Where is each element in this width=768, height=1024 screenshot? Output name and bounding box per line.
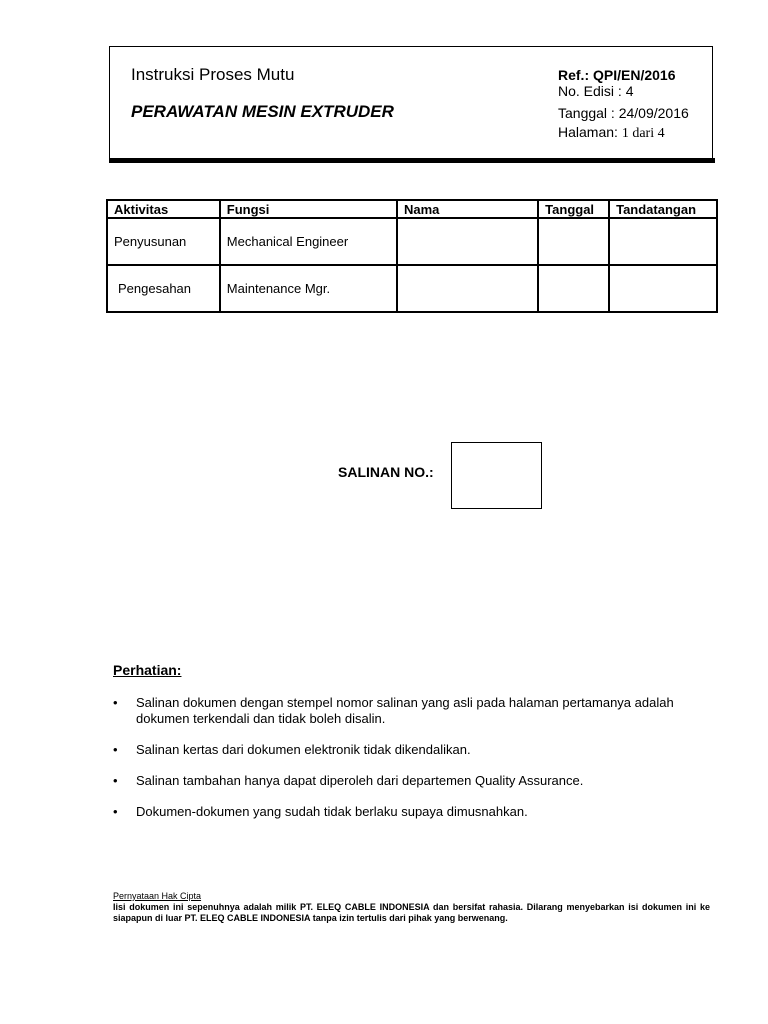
header-edition: No. Edisi : 4	[558, 83, 634, 99]
notice-list	[113, 695, 713, 835]
notice-text: Salinan kertas dari dokumen elektronik tidak dikendalikan.	[136, 742, 471, 757]
cell-tandatangan	[609, 218, 717, 265]
header-subtitle: PERAWATAN MESIN EXTRUDER	[131, 102, 394, 121]
cell-aktivitas: Pengesahan	[107, 265, 220, 312]
column-header-tandatangan: Tandatangan	[609, 200, 717, 218]
cell-tanggal	[538, 265, 609, 312]
copy-number-box	[451, 442, 542, 509]
bullet-icon: •	[113, 695, 118, 710]
cell-aktivitas: Penyusunan	[107, 218, 220, 265]
copyright-body: Iisi dokumen ini sepenuhnya adalah milik PT. ELEQ CABLE INDONESIA dan bersifat rahasia. Dilarang menyebarkan isi dokumen ini ke siapapun di luar PT. ELEQ CABLE INDONESIA tanpa izin tertulis dari pihak yang berwenang.	[113, 902, 710, 923]
list-item	[113, 804, 713, 820]
cell-fungsi: Maintenance Mgr.	[220, 265, 397, 312]
list-item	[113, 695, 713, 727]
header-ref: Ref.: QPI/EN/2016	[558, 67, 676, 83]
table-row	[107, 218, 717, 265]
cell-fungsi: Mechanical Engineer	[220, 218, 397, 265]
cell-tandatangan	[609, 265, 717, 312]
document-header	[109, 46, 713, 160]
column-header-aktivitas: Aktivitas	[107, 200, 220, 218]
column-header-fungsi: Fungsi	[220, 200, 397, 218]
bullet-icon: •	[113, 804, 118, 819]
copy-number-label: SALINAN NO.:	[338, 464, 434, 480]
header-title: Instruksi Proses Mutu	[131, 65, 295, 84]
notice-text: Salinan tambahan hanya dapat diperoleh dari departemen Quality Assurance.	[136, 773, 584, 788]
column-header-nama: Nama	[397, 200, 538, 218]
header-page-label: Halaman:	[558, 124, 618, 140]
header-date: Tanggal : 24/09/2016	[558, 105, 689, 121]
table-header-row	[107, 200, 717, 218]
list-item	[113, 773, 713, 789]
table-row	[107, 265, 717, 312]
bullet-icon: •	[113, 773, 118, 788]
notice-text: Dokumen-dokumen yang sudah tidak berlaku supaya dimusnahkan.	[136, 804, 528, 819]
header-page	[558, 124, 665, 142]
cell-tanggal	[538, 218, 609, 265]
cell-nama	[397, 265, 538, 312]
approval-table	[106, 199, 718, 313]
notice-title: Perhatian:	[113, 662, 182, 678]
list-item	[113, 742, 713, 758]
copyright-notice	[113, 891, 710, 924]
header-divider	[109, 158, 715, 163]
column-header-tanggal: Tanggal	[538, 200, 609, 218]
header-page-value: 1 dari 4	[621, 126, 665, 141]
copyright-title: Pernyataan Hak Cipta	[113, 891, 202, 901]
notice-text: Salinan dokumen dengan stempel nomor salinan yang asli pada halaman pertamanya adalah dokumen terkendali dan tidak boleh disalin.	[136, 695, 674, 726]
bullet-icon: •	[113, 742, 118, 757]
cell-nama	[397, 218, 538, 265]
